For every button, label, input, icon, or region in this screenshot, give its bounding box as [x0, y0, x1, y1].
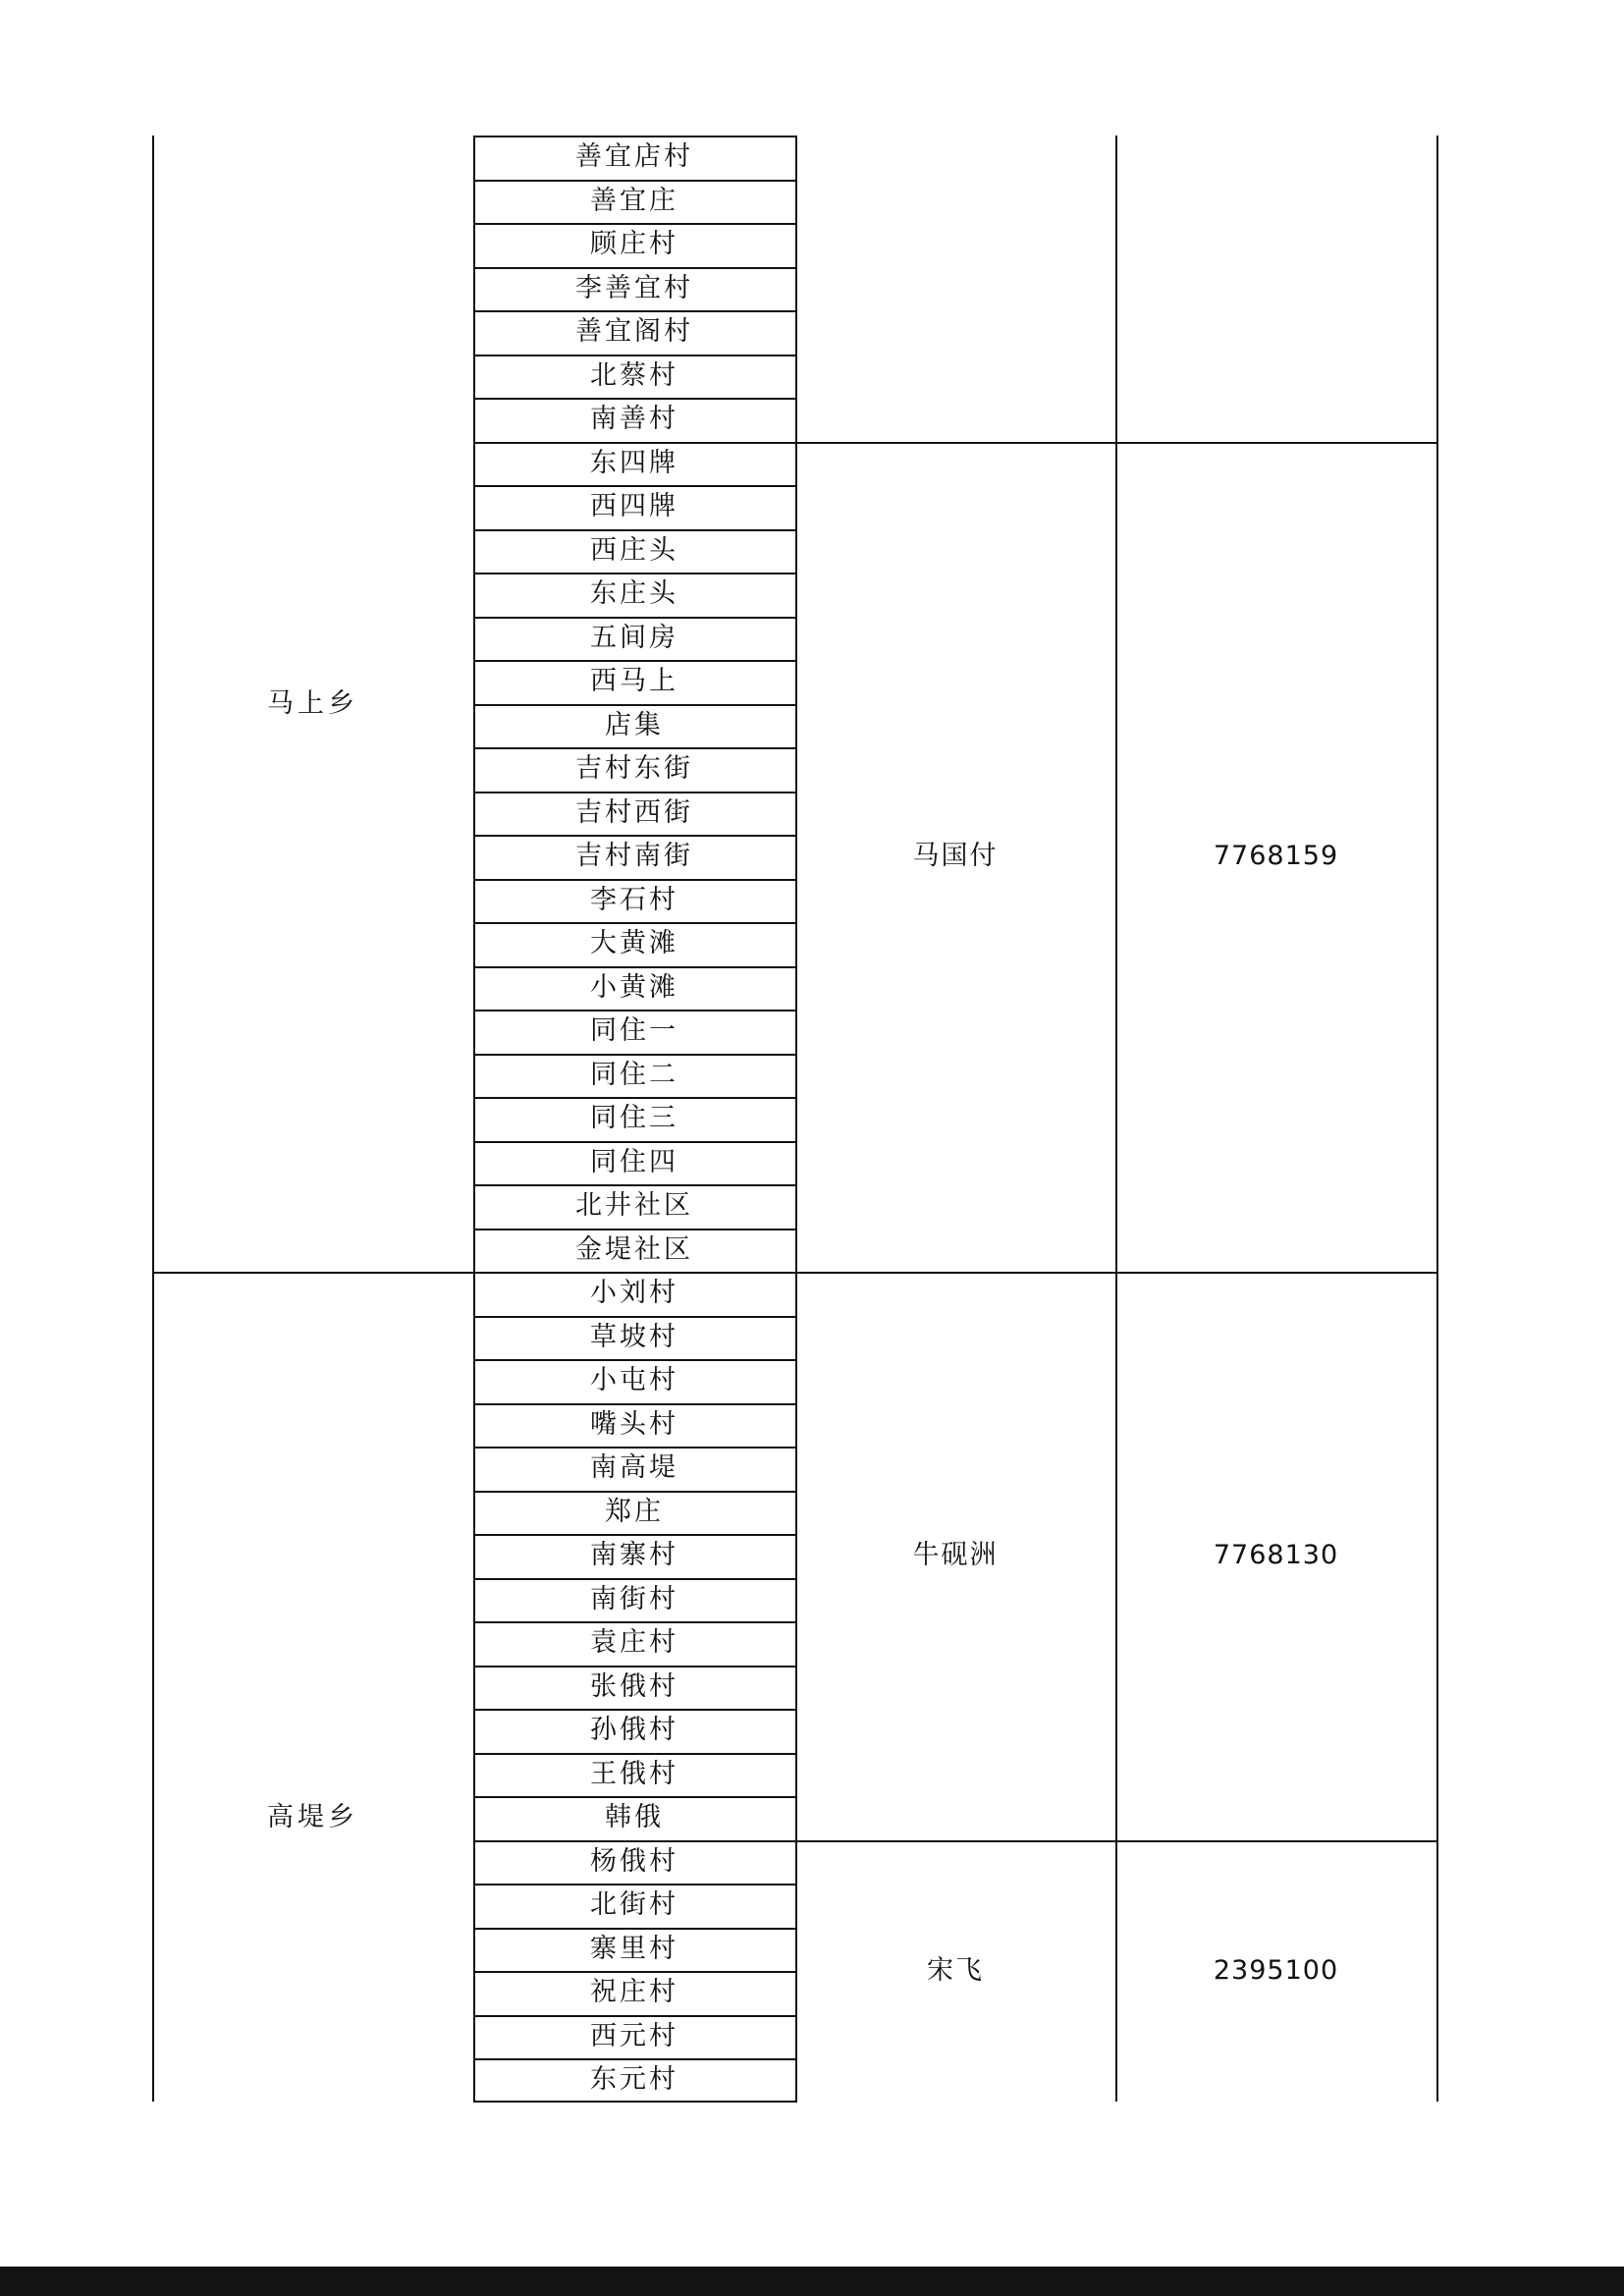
village-row-divider [473, 1796, 796, 1798]
village-cell: 杨俄村 [590, 1845, 678, 1877]
village-cell: 北街村 [590, 1889, 678, 1921]
village-row-divider [473, 1316, 796, 1318]
contact-name: 牛砚洲 [912, 1540, 999, 1571]
village-cell: 善宜庄 [590, 185, 678, 216]
village-cell: 小屯村 [590, 1365, 678, 1396]
village-cell: 北井社区 [575, 1190, 693, 1222]
village-cell: 五间房 [590, 622, 678, 653]
village-row-divider [473, 529, 796, 531]
village-row-divider [473, 180, 796, 182]
village-cell: 北蔡村 [590, 359, 678, 391]
village-cell: 同住三 [590, 1103, 678, 1134]
scan-border [0, 2267, 1624, 2296]
village-row-divider [473, 747, 796, 749]
table-right-border [1436, 136, 1438, 2102]
village-cell: 同住二 [590, 1059, 678, 1090]
village-row-divider [473, 1229, 796, 1230]
village-cell: 顾庄村 [590, 229, 678, 260]
village-cell: 金堤社区 [575, 1233, 693, 1265]
village-cell: 草坡村 [590, 1321, 678, 1352]
village-cell: 善宜阁村 [575, 316, 693, 348]
village-row-divider [473, 879, 796, 881]
village-cell: 店集 [605, 709, 664, 740]
village-row-divider [473, 617, 796, 619]
village-row-divider [473, 1709, 796, 1711]
village-row-divider [473, 136, 796, 137]
village-row-divider [473, 1359, 796, 1361]
village-row-divider [473, 442, 796, 444]
village-row-divider [473, 1447, 796, 1449]
village-cell: 吉村南街 [575, 841, 693, 872]
village-cell: 郑庄 [605, 1496, 664, 1527]
village-row-divider [473, 573, 796, 574]
village-row-divider [473, 1272, 796, 1274]
village-cell: 王俄村 [590, 1758, 678, 1789]
village-row-divider [473, 1403, 796, 1405]
village-cell: 孙俄村 [590, 1715, 678, 1746]
village-cell: 张俄村 [590, 1670, 678, 1702]
village-row-divider [473, 1141, 796, 1143]
contact-phone: 2395100 [1213, 1955, 1339, 1986]
village-cell: 东四牌 [590, 447, 678, 478]
village-cell: 西马上 [590, 666, 678, 697]
village-row-divider [473, 2058, 796, 2060]
village-row-divider [473, 1491, 796, 1493]
village-row-divider [473, 660, 796, 662]
village-row-divider [473, 704, 796, 706]
contact-phone: 7768130 [1213, 1540, 1339, 1571]
village-row-divider [473, 1884, 796, 1886]
village-cell: 小黄滩 [590, 971, 678, 1003]
contact-col-right-border [1115, 136, 1117, 2102]
village-col-bottom [473, 2101, 797, 2103]
village-row-divider [473, 835, 796, 837]
village-cell: 善宜店村 [575, 141, 693, 173]
village-cell: 寨里村 [590, 1933, 678, 1964]
village-row-divider [473, 1534, 796, 1536]
village-cell: 韩俄 [605, 1802, 664, 1833]
contact-name: 马国付 [912, 841, 999, 872]
contact-phone: 7768159 [1213, 841, 1339, 872]
village-cell: 东元村 [590, 2064, 678, 2096]
village-row-divider [473, 223, 796, 225]
village-row-divider [473, 966, 796, 968]
table-left-border [152, 136, 154, 2102]
township-name: 高堤乡 [267, 1802, 358, 1832]
village-cell: 同住四 [590, 1146, 678, 1177]
village-row-divider [473, 1054, 796, 1056]
village-row-divider [473, 267, 796, 269]
village-row-divider [473, 1621, 796, 1623]
village-row-divider [473, 1010, 796, 1011]
village-row-divider [473, 1578, 796, 1580]
village-row-divider [473, 355, 796, 356]
village-row-divider [473, 1971, 796, 1973]
village-row-divider [473, 485, 796, 487]
village-col-right-border [795, 136, 797, 2102]
village-cell: 南高堤 [590, 1452, 678, 1484]
village-cell: 祝庄村 [590, 1977, 678, 2008]
village-cell: 西元村 [590, 2020, 678, 2051]
village-row-divider [473, 922, 796, 924]
village-row-divider [473, 1184, 796, 1186]
village-row-divider [473, 1928, 796, 1930]
village-row-divider [473, 1840, 796, 1842]
village-row-divider [473, 310, 796, 312]
village-cell: 吉村西街 [575, 796, 693, 828]
village-cell: 大黄滩 [590, 928, 678, 959]
village-row-divider [473, 398, 796, 400]
village-row-divider [473, 1097, 796, 1099]
village-row-divider [473, 1666, 796, 1667]
village-cell: 西庄头 [590, 534, 678, 566]
village-row-divider [473, 1753, 796, 1755]
village-cell: 东庄头 [590, 578, 678, 610]
village-cell: 李石村 [590, 884, 678, 915]
village-cell: 李善宜村 [575, 272, 693, 303]
village-cell: 南街村 [590, 1583, 678, 1614]
village-col-left-border [473, 136, 475, 2102]
village-cell: 同住一 [590, 1015, 678, 1047]
village-cell: 南寨村 [590, 1540, 678, 1571]
village-cell: 小刘村 [590, 1278, 678, 1309]
village-row-divider [473, 792, 796, 793]
village-cell: 吉村东街 [575, 753, 693, 785]
township-name: 马上乡 [267, 687, 358, 719]
village-cell: 西四牌 [590, 491, 678, 522]
contact-name: 宋飞 [927, 1955, 984, 1986]
village-cell: 袁庄村 [590, 1627, 678, 1659]
village-row-divider [473, 2015, 796, 2017]
village-cell: 南善村 [590, 404, 678, 435]
village-cell: 嘴头村 [590, 1408, 678, 1440]
